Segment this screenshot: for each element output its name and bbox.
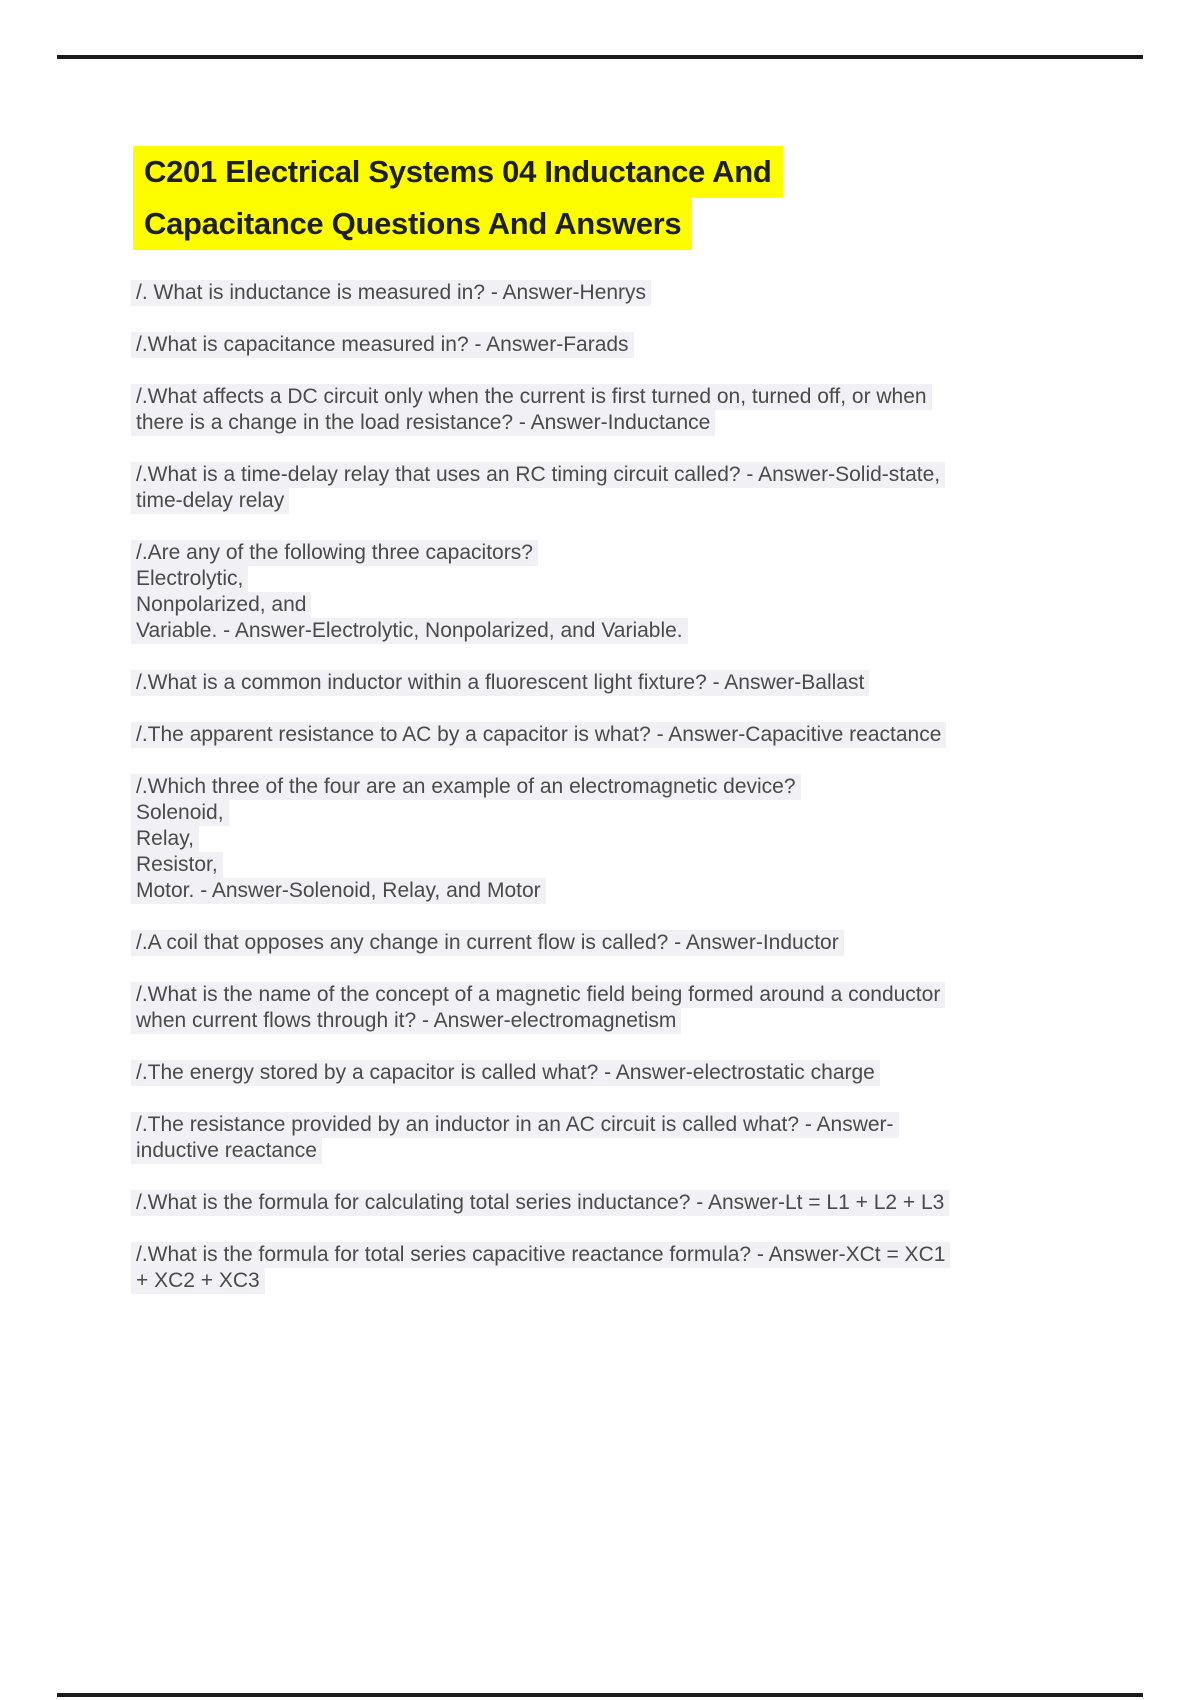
question-paragraph (136, 982, 1086, 1034)
question-line: /.What is a common inductor within a fluorescent light fixture? - Answer-Ballast (131, 670, 869, 696)
question-line: when current flows through it? - Answer-electromagnetism (131, 1008, 681, 1034)
question-line: Solenoid, (131, 800, 229, 826)
question-line: there is a change in the load resistance? - Answer-Inductance (131, 410, 715, 436)
question-line: /.What affects a DC circuit only when the current is first turned on, turned off, or when (131, 384, 932, 410)
question-line: time-delay relay (131, 488, 289, 514)
question-paragraph (136, 774, 1086, 904)
question-paragraph (136, 722, 1086, 748)
question-line: /.What is the formula for total series capacitive reactance formula? - Answer-XCt = XC1 (131, 1242, 950, 1268)
question-line: Relay, (131, 826, 199, 852)
page-title-line-1: C201 Electrical Systems 04 Inductance And (133, 146, 783, 198)
question-line: /.What is capacitance measured in? - Answer-Farads (131, 332, 634, 358)
question-line: Resistor, (131, 852, 223, 878)
question-line: /. What is inductance is measured in? - Answer-Henrys (131, 280, 651, 306)
question-line: /.Are any of the following three capacitors? (131, 540, 538, 566)
question-paragraph (136, 1112, 1086, 1164)
question-line: /.What is the formula for calculating total series inductance? - Answer-Lt = L1 + L2 + L3 (131, 1190, 949, 1216)
top-rule (57, 55, 1143, 59)
question-line: /.The apparent resistance to AC by a capacitor is what? - Answer-Capacitive reactance (131, 722, 946, 748)
bottom-rule (57, 1693, 1143, 1697)
page-title-line-2: Capacitance Questions And Answers (133, 198, 692, 250)
question-line: /.What is a time-delay relay that uses an RC timing circuit called? - Answer-Solid-state, (131, 462, 945, 488)
question-line: Variable. - Answer-Electrolytic, Nonpolarized, and Variable. (131, 618, 688, 644)
question-line: /.A coil that opposes any change in current flow is called? - Answer-Inductor (131, 930, 844, 956)
question-line: Nonpolarized, and (131, 592, 311, 618)
question-paragraph (136, 670, 1086, 696)
question-line: /.What is the name of the concept of a magnetic field being formed around a conductor (131, 982, 945, 1008)
question-line: /.Which three of the four are an example of an electromagnetic device? (131, 774, 801, 800)
question-line: + XC2 + XC3 (131, 1268, 265, 1294)
page-title (133, 146, 1086, 250)
question-line: inductive reactance (131, 1138, 322, 1164)
question-paragraph (136, 1060, 1086, 1086)
question-paragraph (136, 1190, 1086, 1216)
question-paragraph (136, 384, 1086, 436)
question-paragraph (136, 1242, 1086, 1294)
question-paragraph (136, 332, 1086, 358)
question-paragraph (136, 462, 1086, 514)
question-paragraph (136, 930, 1086, 956)
question-line: Motor. - Answer-Solenoid, Relay, and Motor (131, 878, 546, 904)
document-content (136, 146, 1086, 1320)
question-paragraph (136, 540, 1086, 644)
question-line: Electrolytic, (131, 566, 248, 592)
question-line: /.The energy stored by a capacitor is called what? - Answer-electrostatic charge (131, 1060, 880, 1086)
questions-list (136, 280, 1086, 1294)
question-line: /.The resistance provided by an inductor in an AC circuit is called what? - Answer- (131, 1112, 899, 1138)
question-paragraph (136, 280, 1086, 306)
